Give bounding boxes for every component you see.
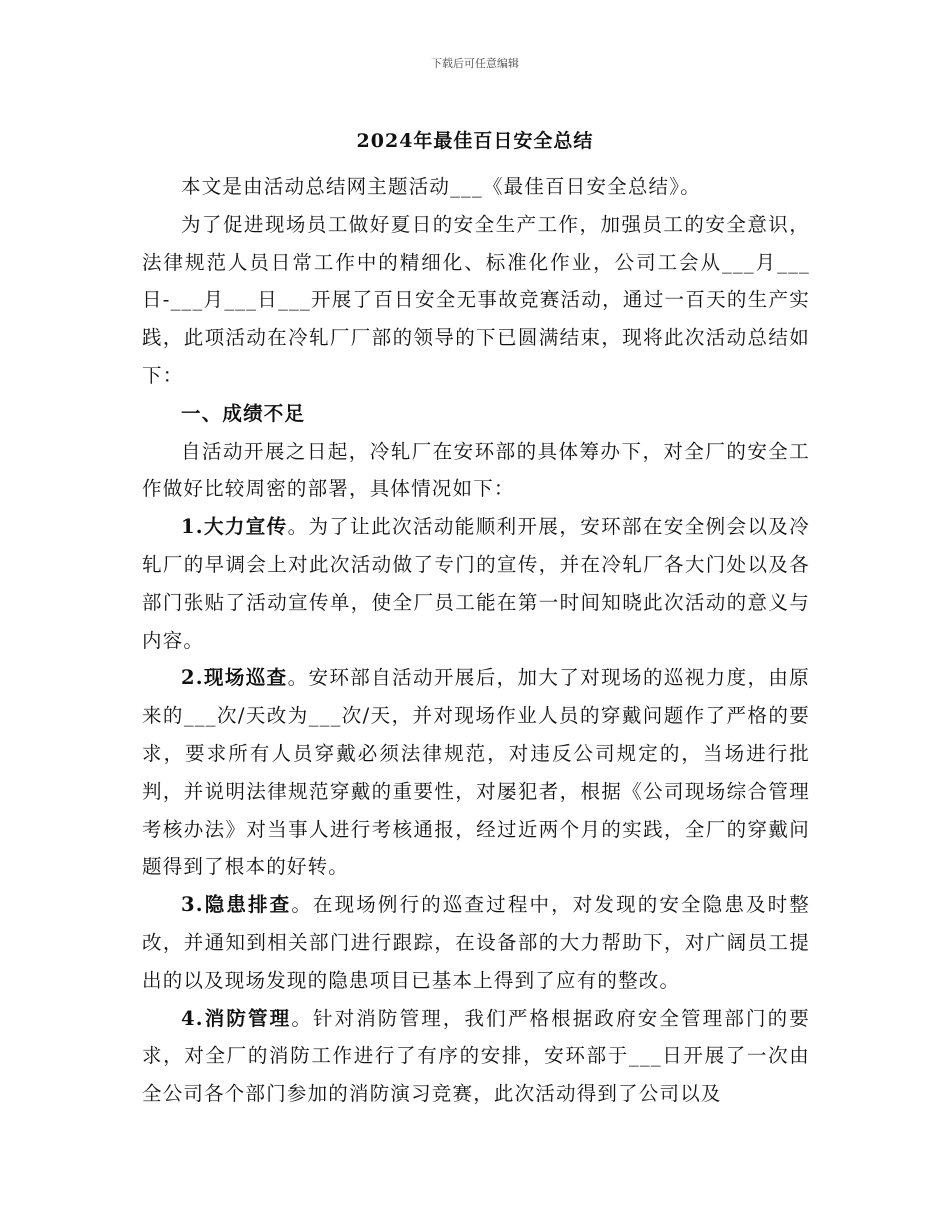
item-lead: 4.消防管理: [181, 1006, 292, 1030]
list-item-hazard-check: [142, 886, 810, 999]
item-text: 。针对消防管理，我们严格根据政府安全管理部门的要求，对全厂的消防工作进行了有序的安排，安环部于___日开展了一次由全公司各个部门参加的消防演习竞赛，此次活动得到了公司以及: [142, 1006, 810, 1106]
paragraph-2: 自活动开展之日起，冷轧厂在安环部的具体筹办下，对全厂的安全工作做好比较周密的部署，具体情况如下：: [142, 439, 810, 501]
item-lead: 2.现场巡查: [181, 666, 288, 690]
list-item-inspection: [142, 659, 810, 886]
item-text: 。在现场例行的巡查过程中，对发现的安全隐患及时整改，并通知到相关部门进行跟踪，在设备部的大力帮助下，对广阔员工提出的以及现场发现的隐患项目已基本上得到了应有的整改。: [142, 893, 810, 992]
item-lead: 3.隐患排查: [181, 893, 292, 917]
document-title: 2024年最佳百日安全总结: [356, 130, 594, 152]
section-heading-1: 一、成绩不足: [181, 401, 306, 425]
paragraph-1: 为了促进现场员工做好夏日的安全生产工作，加强员工的安全意识，法律规范人员日常工作中的精细化、标准化作业，公司工会从___月___日-___月___日___开展了百日安全无事故竞赛活动，通过一百天的生产实践，此项活动在冷轧厂厂部的领导的下已圆满结束，现将此次活动总结如下：: [142, 212, 810, 387]
item-text: 。为了让此次活动能顺利开展，安环部在安全例会以及冷轧厂的早调会上对此次活动做了专门的宣传，并在冷轧厂各大门处以及各部门张贴了活动宣传单，使全厂员工能在第一时间知晓此次活动的意义与内容。: [142, 515, 810, 652]
header-note: 下载后可任意编辑: [431, 57, 519, 70]
item-lead: 1.大力宣传: [181, 515, 288, 539]
intro-paragraph: 本文是由活动总结网主题活动___《最佳百日安全总结》。: [181, 175, 701, 198]
list-item-publicity: [142, 508, 810, 659]
item-text: 。安环部自活动开展后，加大了对现场的巡视力度，由原来的___次/天改为___次/天，并对现场作业人员的穿戴问题作了严格的要求，要求所有人员穿戴必须法律规范，对违反公司规定的，当场进行批判，并说明法律规范穿戴的重要性，对屡犯者，根据《公司现场综合管理考核办法》对当事人进行考核通报，经过近两个月的实践，全厂的穿戴问题得到了根本的好转。: [142, 666, 810, 879]
list-item-fire-management: [142, 1000, 810, 1113]
document-body: [142, 168, 810, 1113]
